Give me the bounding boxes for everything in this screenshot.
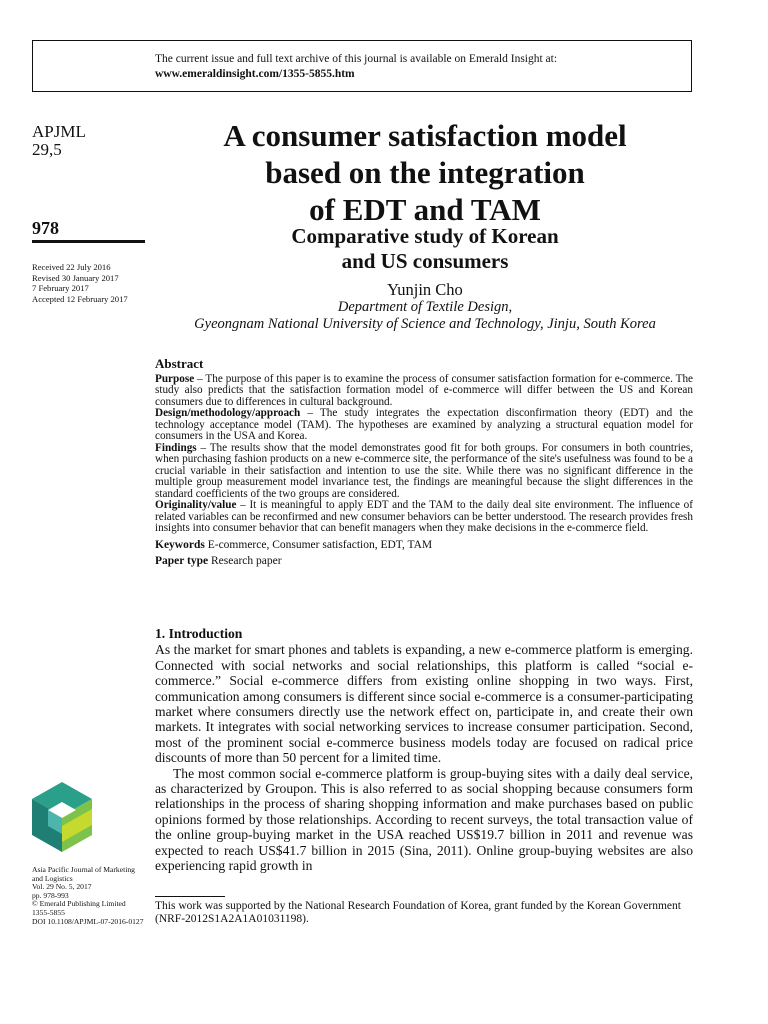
journal-name-line: and Logistics bbox=[32, 873, 73, 883]
subtitle-line: Comparative study of Korean bbox=[291, 224, 559, 248]
title-line: of EDT and TAM bbox=[309, 192, 541, 227]
abstract-purpose bbox=[155, 374, 693, 409]
keywords-label: Keywords bbox=[155, 538, 205, 551]
abstract-section bbox=[155, 358, 693, 568]
publisher: © Emerald Publishing Limited bbox=[32, 899, 126, 909]
journal-citation-info bbox=[32, 866, 152, 926]
paper-type bbox=[155, 556, 693, 568]
intro-paragraph: As the market for smart phones and tablets is expanding, a new e-commerce platform is emerging. Connected with social networks and social relationships, this platform is called “social e-commerce.” Social e-commerce differs from existing online shopping in two ways. First, communication among consumers is different since social e-commerce is a consumer-participating market where consumers directly use the network effect on, participate in, and create their own markets. It integrates with social networking services to increase consumer participation. Second, most of the prominent social e-commerce business models today are focused on radical price discounts of more than 50 percent for a limited time. bbox=[155, 642, 693, 766]
subtitle-line: and US consumers bbox=[341, 249, 509, 273]
emerald-logo-svg bbox=[28, 780, 96, 856]
paper-type-label: Paper type bbox=[155, 555, 209, 567]
journal-abbreviation bbox=[32, 123, 86, 159]
journal-abbr-text: APJML bbox=[32, 122, 86, 141]
issn: 1355-5855 bbox=[32, 907, 65, 917]
paper-type-text: Research paper bbox=[208, 555, 282, 567]
article-title bbox=[155, 117, 695, 228]
volume-issue: 29,5 bbox=[32, 140, 62, 159]
introduction-heading: 1. Introduction bbox=[155, 626, 243, 641]
purpose-text: – The purpose of this paper is to examine the process of consumer satisfaction formation for e-commerce. The study also predicts that the satisfaction formation model of e-commerce will differ between the US and Korean consumers due to differences in cultural background. bbox=[155, 372, 693, 408]
abstract-design bbox=[155, 408, 693, 443]
journal-volume: Vol. 29 No. 5, 2017 bbox=[32, 882, 92, 892]
doi[interactable]: DOI 10.1108/APJML-07-2016-0127 bbox=[32, 916, 144, 926]
findings-text: – The results show that the model demonstrates good fit for both groups. For consumers in both countries, when purchasing fashion products on a new e-commerce site, the performance of the site's usefulness was found to be a crucial variable in their satisfaction and intention to use the site. While there was no significant difference in the multiple group measurement model invariance test, the findings are meaningful because the slight differences in the standard coefficients of the two groups are considered. bbox=[155, 441, 693, 500]
design-label: Design/methodology/approach bbox=[155, 407, 301, 419]
date-received: Received 22 July 2016 bbox=[32, 262, 111, 272]
notice-text: The current issue and full text archive of this journal is available on Emerald Insight at: bbox=[155, 53, 558, 65]
article-subtitle bbox=[155, 224, 695, 274]
findings-label: Findings bbox=[155, 441, 197, 454]
originality-label: Originality/value bbox=[155, 499, 237, 511]
notice-box bbox=[32, 40, 692, 92]
page-number: 978 bbox=[32, 218, 59, 238]
keywords bbox=[155, 540, 693, 552]
date-revised-2: 7 February 2017 bbox=[32, 283, 89, 293]
journal-name-line: Asia Pacific Journal of Marketing bbox=[32, 865, 135, 874]
funding-footnote: This work was supported by the National Research Foundation of Korea, grant funded by the Korean Government (NRF-2012S1A2A1A01031198). bbox=[155, 900, 681, 925]
submission-dates bbox=[32, 262, 128, 304]
abstract-heading: Abstract bbox=[155, 356, 204, 371]
footnote-rule bbox=[155, 896, 225, 897]
title-line: A consumer satisfaction model bbox=[223, 118, 627, 153]
keywords-text: E-commerce, Consumer satisfaction, EDT, TAM bbox=[204, 538, 433, 551]
intro-paragraph: The most common social e-commerce platform is group-buying sites with a daily deal service, as characterized by Groupon. This is also referred to as social shopping because consumers form relationships in the process of sharing shopping information and make purchases based on public opinions formed by those relationships. According to recent surveys, the total transaction value of the online group-buying market in the USA reached US$19.7 billion in 2011 and revenue was expected to reach US$41.7 billion in 2015 (Sina, 2011). Online group-buying websites are also experiencing rapid growth in bbox=[155, 765, 693, 874]
date-revised: Revised 30 January 2017 bbox=[32, 272, 119, 283]
originality-text: – It is meaningful to apply EDT and the TAM to the daily deal site environment. The influence of related variables can be reconfirmed and new consumer behaviors can be better understood. The research provides fresh insights into consumer behavior that can benefit managers when they make decisions in the e-commerce field. bbox=[155, 499, 693, 534]
affiliation-department: Department of Textile Design, bbox=[337, 299, 513, 315]
author-name: Yunjin Cho bbox=[387, 280, 463, 299]
abstract-findings bbox=[155, 443, 693, 501]
abstract-originality bbox=[155, 500, 693, 535]
title-line: based on the integration bbox=[265, 155, 585, 190]
journal-pages: pp. 978-993 bbox=[32, 890, 69, 900]
page-number-rule bbox=[32, 240, 145, 243]
design-text: – The study integrates the expectation disconfirmation theory (EDT) and the technology acceptance model (TAM). The hypotheses are examined by analyzing a structural equation model for consumers in the USA and Korea. bbox=[155, 407, 693, 442]
introduction-section bbox=[155, 626, 693, 874]
journal-url[interactable]: www.emeraldinsight.com/1355-5855.htm bbox=[155, 68, 355, 80]
purpose-label: Purpose bbox=[155, 372, 195, 385]
emerald-logo-icon bbox=[28, 780, 96, 861]
affiliation-university: Gyeongnam National University of Science and Technology, Jinju, South Korea bbox=[194, 316, 656, 332]
date-accepted: Accepted 12 February 2017 bbox=[32, 293, 128, 304]
